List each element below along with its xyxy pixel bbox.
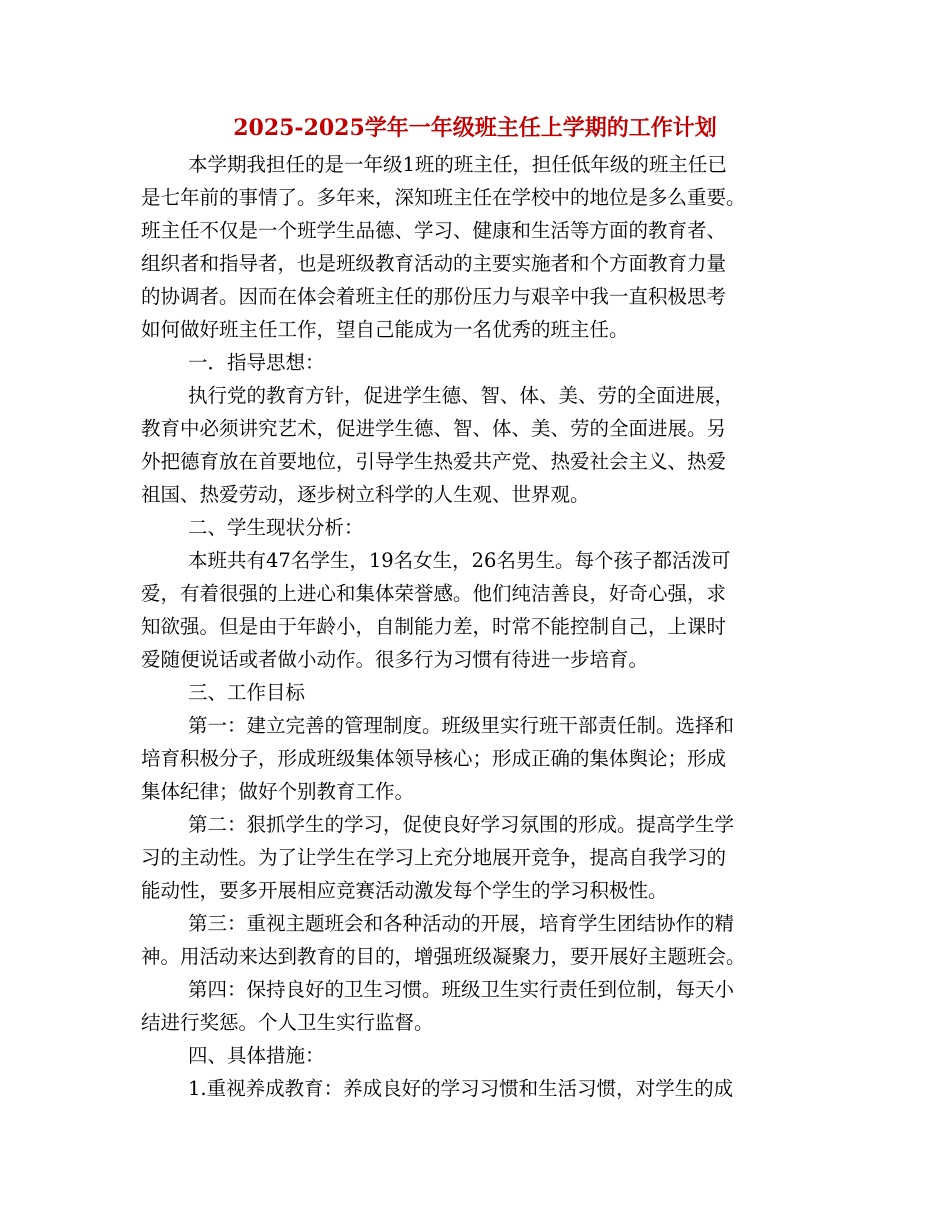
text-line: 习的主动性。为了让学生在学习上充分地展开竞争，提高自我学习的 [141,846,727,869]
text-line: 第三：重视主题班会和各种活动的开展，培育学生团结协作的精 [188,912,735,935]
document-body [141,148,821,1105]
text-line: 执行党的教育方针，促进学生德、智、体、美、劳的全面进展， [188,384,735,407]
text-line: 本班共有47名学生，19名女生，26名男生。每个孩子都活泼可 [188,549,731,572]
text-line: 培育积极分子，形成班级集体领导核心；形成正确的集体舆论；形成 [141,747,727,770]
text-line: 神。用活动来达到教育的目的，增强班级凝聚力，要开展好主题班会。 [141,945,746,968]
text-line: 四、具体措施： [188,1044,325,1067]
text-line: 一．指导思想： [188,351,325,374]
text-line: 三、工作目标 [188,681,306,704]
text-line: 爱，有着很强的上进心和集体荣誉感。他们纯洁善良，好奇心强，求 [141,582,727,605]
text-line: 结进行奖惩。个人卫生实行监督。 [141,1011,434,1034]
text-line: 祖国、热爱劳动，逐步树立科学的人生观、世界观。 [141,483,590,506]
document-title: 2025-2025学年一年级班主任上学期的工作计划 [233,115,717,141]
text-line: 第一：建立完善的管理制度。班级里实行班干部责任制。选择和 [188,714,735,737]
text-line: 组织者和指导者，也是班级教育活动的主要实施者和个方面教育力量 [141,252,727,275]
text-line: 是七年前的事情了。多年来，深知班主任在学校中的地位是多么重要。 [141,186,746,209]
text-line: 的协调者。因而在体会着班主任的那份压力与艰辛中我一直积极思考 [141,285,727,308]
text-line: 第四：保持良好的卫生习惯。班级卫生实行责任到位制，每天小 [188,978,735,1001]
text-line: 教育中必须讲究艺术，促进学生德、智、体、美、劳的全面进展。另 [141,417,727,440]
text-line: 1.重视养成教育：养成良好的学习习惯和生活习惯，对学生的成 [188,1077,734,1100]
text-line: 本学期我担任的是一年级1班的班主任，担任低年级的班主任已 [188,153,727,176]
text-line: 第二：狠抓学生的学习，促使良好学习氛围的形成。提高学生学 [188,813,735,836]
text-line: 爱随便说话或者做小动作。很多行为习惯有待进一步培育。 [141,648,649,671]
text-line: 班主任不仅是一个班学生品德、学习、健康和生活等方面的教育者、 [141,219,727,242]
text-line: 外把德育放在首要地位，引导学生热爱共产党、热爱社会主义、热爱 [141,450,727,473]
text-line: 如何做好班主任工作，望自己能成为一名优秀的班主任。 [141,318,629,341]
text-line: 集体纪律；做好个别教育工作。 [141,780,415,803]
text-line: 能动性，要多开展相应竞赛活动激发每个学生的学习积极性。 [141,879,668,902]
text-line: 知欲强。但是由于年龄小，自制能力差，时常不能控制自己，上课时 [141,615,727,638]
text-line: 二、学生现状分析： [188,516,364,539]
